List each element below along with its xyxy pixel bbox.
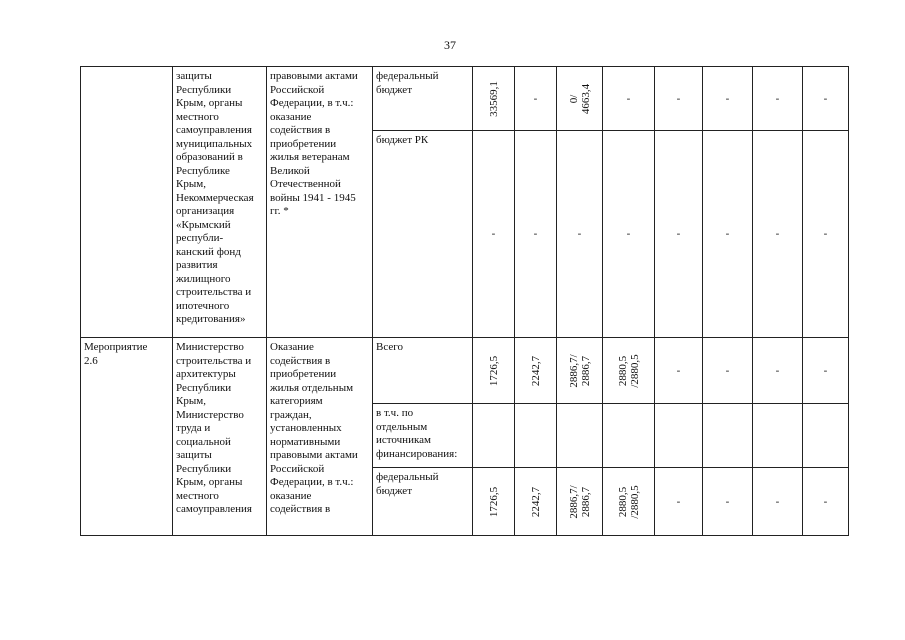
- value-cell: 2880,5 /2880,5: [603, 338, 655, 404]
- value-cell: -: [803, 468, 849, 536]
- value-cell: 2242,7: [515, 468, 557, 536]
- value-cell: 2880,5 /2880,5: [603, 468, 655, 536]
- value-cell: -: [603, 67, 655, 131]
- value-cell: -: [603, 131, 655, 338]
- value-cell: 2886,7/ 2886,7: [557, 468, 603, 536]
- source-label: бюджет РК: [373, 131, 473, 338]
- value-cell: -: [703, 67, 753, 131]
- financing-table: [80, 66, 849, 536]
- value-cell: -: [557, 131, 603, 338]
- executor-cell: Министерство строительства и архитектуры Республики Крым, Министерство труда и социальной защиты Республики Крым, органы местного самоуправления: [173, 338, 267, 536]
- value-cell: 2242,7: [515, 338, 557, 404]
- value-cell: -: [515, 67, 557, 131]
- source-label: федеральный бюджет: [373, 468, 473, 536]
- value-cell: -: [803, 131, 849, 338]
- description-cell: правовыми актами Российской Федерации, в т.ч.: оказание содействия в приобретении жилья ветеранам Великой Отечественной войны 1941 - 1945 гг. *: [267, 67, 373, 338]
- value-cell: -: [655, 67, 703, 131]
- value-cell: -: [803, 67, 849, 131]
- value-cell: [515, 404, 557, 468]
- value-cell: [703, 404, 753, 468]
- source-label: в т.ч. по отдельным источникам финансирования:: [373, 404, 473, 468]
- value-cell: -: [753, 338, 803, 404]
- value-cell: 2886,7/ 2886,7: [557, 338, 603, 404]
- event-cell: [81, 67, 173, 338]
- value-cell: 1726,5: [473, 338, 515, 404]
- value-cell: -: [753, 67, 803, 131]
- table-row: [81, 338, 849, 404]
- value-cell: -: [515, 131, 557, 338]
- value-cell: [753, 404, 803, 468]
- value-cell: -: [703, 468, 753, 536]
- source-label: федеральный бюджет: [373, 67, 473, 131]
- value-cell: 33569,1: [473, 67, 515, 131]
- value-cell: -: [703, 338, 753, 404]
- page-number: 37: [444, 38, 456, 52]
- value-cell: -: [655, 131, 703, 338]
- value-cell: -: [753, 131, 803, 338]
- event-cell: Мероприятие 2.6: [81, 338, 173, 536]
- description-cell: Оказание содействия в приобретении жилья отдельным категориям граждан, установленных нормативными правовыми актами Российской Федерации, в т.ч.: оказание содействия в: [267, 338, 373, 536]
- value-cell: 1726,5: [473, 468, 515, 536]
- table-row: [81, 67, 849, 131]
- source-label: Всего: [373, 338, 473, 404]
- value-cell: -: [803, 338, 849, 404]
- value-cell: -: [473, 131, 515, 338]
- value-cell: 0/ 4663,4: [557, 67, 603, 131]
- value-cell: -: [753, 468, 803, 536]
- value-cell: -: [655, 468, 703, 536]
- value-cell: [473, 404, 515, 468]
- executor-cell: защиты Республики Крым, органы местного самоуправления муниципальных образований в Республике Крым, Некоммерческая организация «Крымский республи- канский фонд развития жилищного строительства и ипотечного кредитования»: [173, 67, 267, 338]
- value-cell: [803, 404, 849, 468]
- value-cell: -: [655, 338, 703, 404]
- value-cell: [557, 404, 603, 468]
- value-cell: [655, 404, 703, 468]
- value-cell: [603, 404, 655, 468]
- value-cell: -: [703, 131, 753, 338]
